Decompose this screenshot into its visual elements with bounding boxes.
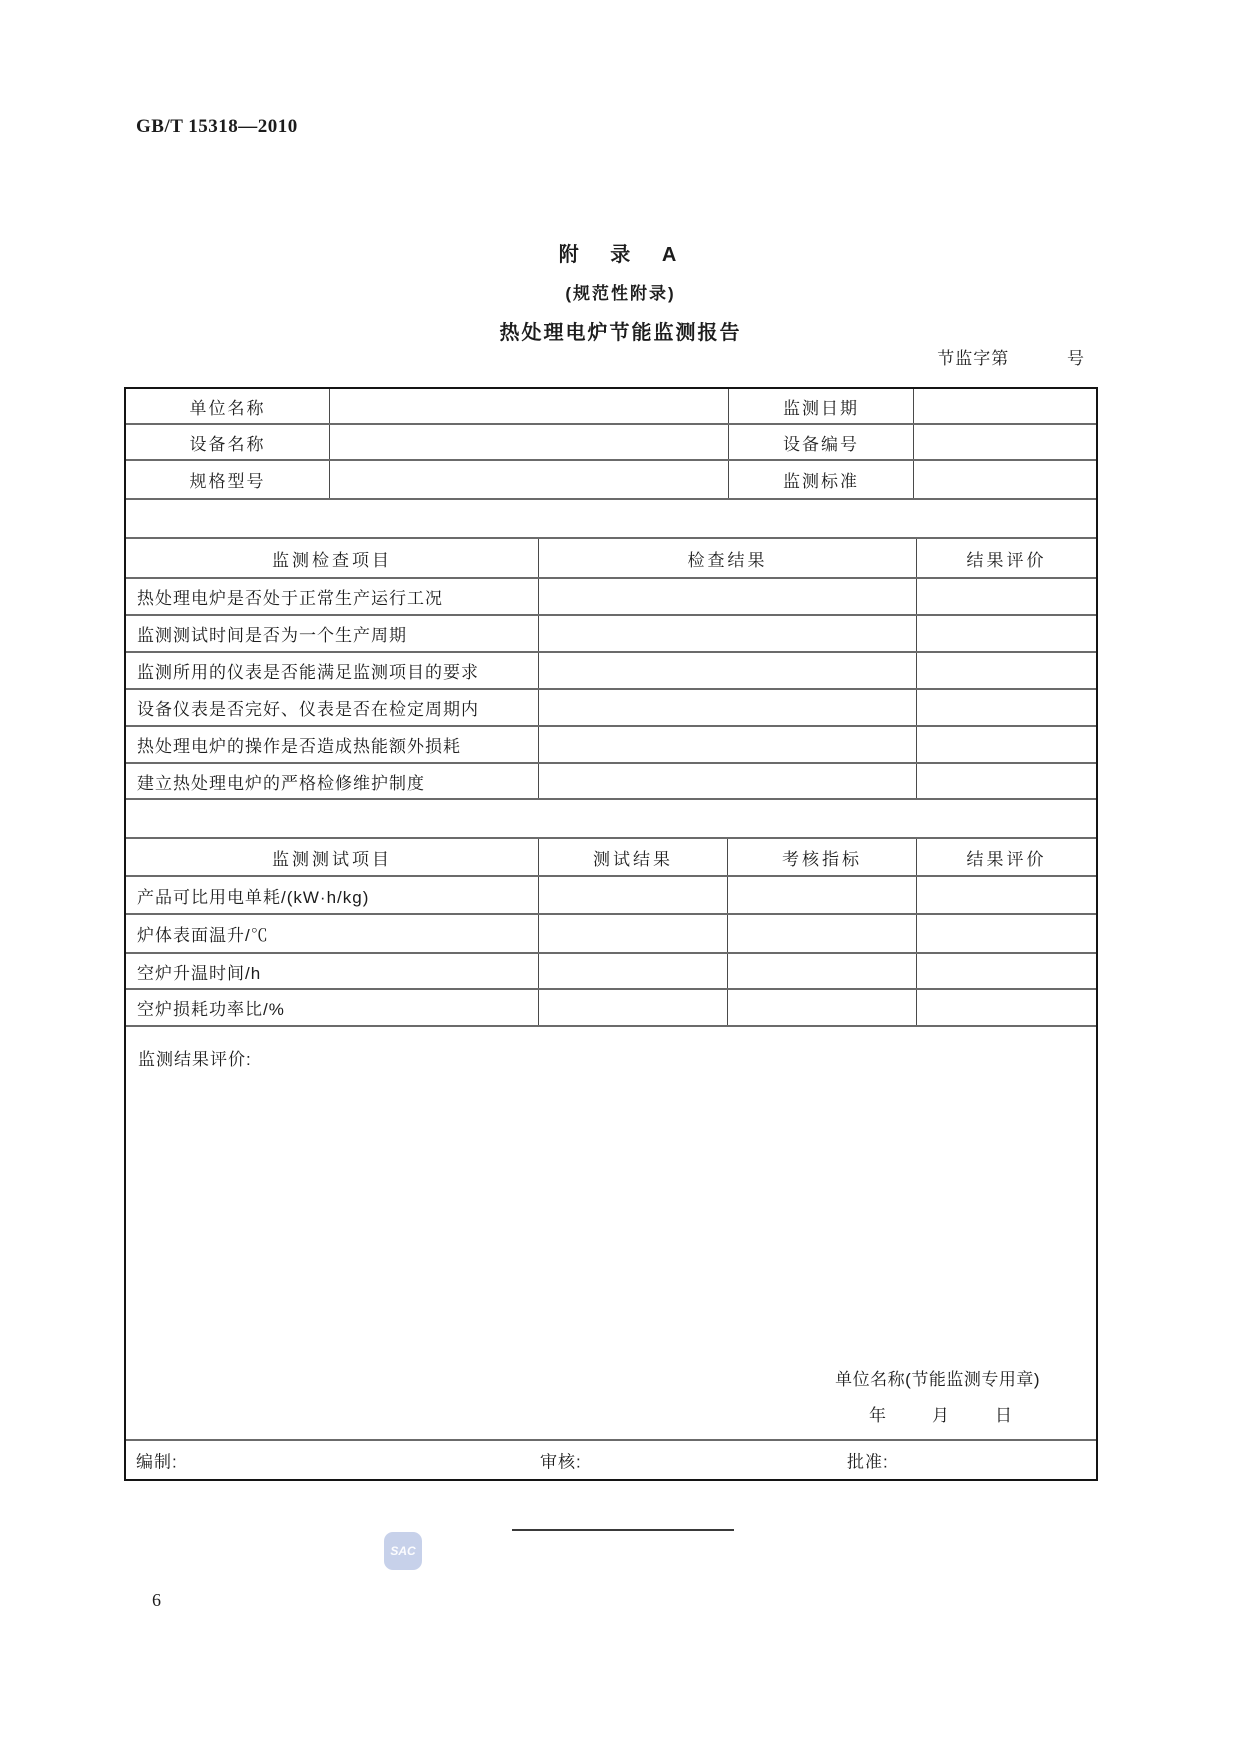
sac-watermark-logo: SAC xyxy=(384,1532,422,1570)
check-item-label: 热处理电炉的操作是否造成热能额外损耗 xyxy=(126,727,539,762)
info-row-equipment xyxy=(126,425,1096,461)
check-row xyxy=(126,616,1096,653)
test-item-evaluation xyxy=(917,915,1096,952)
check-item-evaluation xyxy=(917,690,1096,725)
test-item-result xyxy=(539,990,728,1025)
test-row xyxy=(126,954,1096,990)
test-item-result xyxy=(539,877,728,913)
spacer-row xyxy=(126,500,1096,539)
stamp-date-line xyxy=(835,1401,1012,1426)
report-title: 热处理电炉节能监测报告 xyxy=(499,322,742,344)
test-index-header: 考核指标 xyxy=(728,839,917,875)
check-item-evaluation xyxy=(917,653,1096,688)
spacer-row xyxy=(126,800,1096,839)
standard-code: GB/T 15318—2010 xyxy=(136,116,298,137)
check-item-result xyxy=(539,764,917,798)
check-item-label: 建立热处理电炉的严格检修维护制度 xyxy=(126,764,539,798)
test-row xyxy=(126,990,1096,1027)
spacer-cell xyxy=(126,500,1096,537)
footer-rule xyxy=(512,1529,734,1531)
spacer-cell xyxy=(126,800,1096,837)
check-row xyxy=(126,764,1096,800)
check-item-label: 热处理电炉是否处于正常生产运行工况 xyxy=(126,579,539,614)
check-item-result xyxy=(539,616,917,651)
test-row xyxy=(126,915,1096,954)
test-item-label: 空炉升温时间/h xyxy=(126,954,539,988)
check-item-label: 设备仪表是否完好、仪表是否在检定周期内 xyxy=(126,690,539,725)
monitor-standard-value xyxy=(914,461,1096,498)
test-result-header: 测试结果 xyxy=(539,839,728,875)
document-serial-line xyxy=(937,344,1085,369)
equipment-number-label: 设备编号 xyxy=(729,425,914,459)
test-evaluation-header: 结果评价 xyxy=(966,849,1047,869)
evaluation-label: 监测结果评价: xyxy=(138,1050,252,1069)
test-item-label: 炉体表面温升/℃ xyxy=(126,915,539,952)
check-item-evaluation xyxy=(917,579,1096,614)
check-evaluation-header: 结果评价 xyxy=(966,550,1047,570)
test-item-label: 空炉损耗功率比/% xyxy=(126,990,539,1025)
check-row xyxy=(126,653,1096,690)
spec-model-value xyxy=(330,461,729,498)
prepared-by-label: 编制: xyxy=(136,1452,178,1472)
test-item-evaluation xyxy=(917,954,1096,988)
monitor-date-value xyxy=(914,389,1096,423)
check-item-evaluation xyxy=(917,727,1096,762)
signoff-row xyxy=(126,1441,1096,1479)
monitor-date-label: 监测日期 xyxy=(729,389,914,423)
stamp-unit-name-line: 单位名称(节能监测专用章) xyxy=(835,1370,1040,1389)
appendix-subtitle: (规范性附录) xyxy=(565,284,676,303)
check-items-header: 监测检查项目 xyxy=(126,539,539,577)
date-year-label: 年 xyxy=(869,1406,886,1425)
check-item-result xyxy=(539,579,917,614)
test-item-result xyxy=(539,915,728,952)
serial-suffix: 号 xyxy=(1067,349,1085,368)
check-row xyxy=(126,727,1096,764)
check-item-label: 监测所用的仪表是否能满足监测项目的要求 xyxy=(126,653,539,688)
title-block xyxy=(0,238,1241,345)
monitor-standard-label: 监测标准 xyxy=(729,461,914,498)
check-row xyxy=(126,690,1096,727)
test-row xyxy=(126,877,1096,915)
check-item-label: 监测测试时间是否为一个生产周期 xyxy=(126,616,539,651)
spec-model-label: 规格型号 xyxy=(126,461,330,498)
check-item-evaluation xyxy=(917,764,1096,798)
check-item-result xyxy=(539,690,917,725)
serial-prefix: 节监字第 xyxy=(937,349,1010,368)
date-day-label: 日 xyxy=(995,1406,1012,1425)
test-item-label: 产品可比用电单耗/(kW·h/kg) xyxy=(126,877,539,913)
check-row xyxy=(126,579,1096,616)
approved-by-label: 批准: xyxy=(847,1452,889,1472)
test-section-header xyxy=(126,839,1096,877)
check-item-evaluation xyxy=(917,616,1096,651)
test-item-index xyxy=(728,915,917,952)
page-number: 6 xyxy=(152,1590,161,1610)
test-item-evaluation xyxy=(917,877,1096,913)
unit-name-label: 单位名称 xyxy=(126,389,330,423)
info-row-unit xyxy=(126,389,1096,425)
test-items-header: 监测测试项目 xyxy=(126,839,539,875)
check-result-header: 检查结果 xyxy=(539,539,917,577)
equipment-name-label: 设备名称 xyxy=(126,425,330,459)
test-item-result xyxy=(539,954,728,988)
equipment-number-value xyxy=(914,425,1096,459)
appendix-title: 附 录 A xyxy=(558,244,683,266)
monitoring-report-form xyxy=(124,387,1098,1481)
info-row-spec xyxy=(126,461,1096,500)
test-item-index xyxy=(728,877,917,913)
check-section-header xyxy=(126,539,1096,579)
stamp-block xyxy=(835,1365,1040,1426)
evaluation-cell xyxy=(126,1027,1096,1441)
test-item-evaluation xyxy=(917,990,1096,1025)
test-item-index xyxy=(728,954,917,988)
equipment-name-value xyxy=(330,425,729,459)
check-item-result xyxy=(539,727,917,762)
check-item-result xyxy=(539,653,917,688)
date-month-label: 月 xyxy=(932,1406,949,1425)
unit-name-value xyxy=(330,389,729,423)
test-item-index xyxy=(728,990,917,1025)
reviewed-by-label: 审核: xyxy=(540,1452,582,1472)
